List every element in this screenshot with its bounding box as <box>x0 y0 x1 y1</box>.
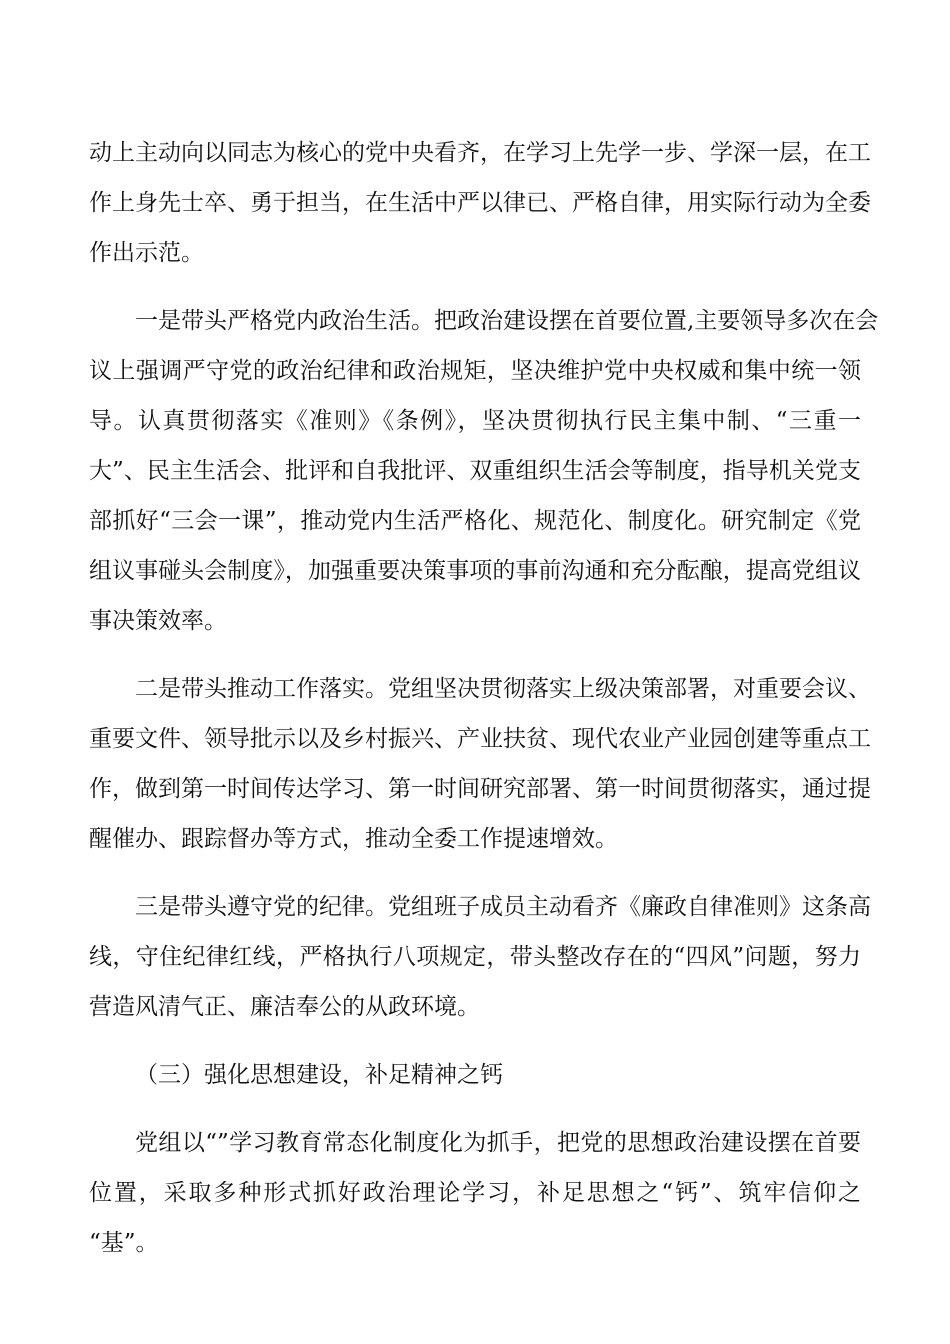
text-line: 三是带头遵守党的纪律。党组班子成员主动看齐《廉政自律准则》这条高 <box>135 894 871 920</box>
paragraph-continuation <box>89 128 871 278</box>
section-heading <box>89 1050 861 1100</box>
text-line: 党组以“”学习教育常态化制度化为抓手，把党的思想政治建设摆在首要 <box>135 1130 861 1156</box>
document-page <box>89 128 879 1268</box>
text-line: 作出示范。 <box>89 240 204 266</box>
text-line: 位置，采取多种形式抓好政治理论学习，补足思想之“钙”、筑牢信仰之 <box>89 1180 861 1206</box>
text-line: 作，做到第一时间传达学习、第一时间研究部署、第一时间贯彻落实，通过提 <box>89 776 871 802</box>
text-line: 事决策效率。 <box>89 608 227 634</box>
paragraph-discipline <box>89 882 871 1032</box>
text-line: “基”。 <box>89 1230 159 1256</box>
text-line: 营造风清气正、廉洁奉公的从政环境。 <box>89 994 480 1020</box>
text-line: 一是带头严格党内政治生活。把政治建设摆在首要位置,主要领导多次在会 <box>135 308 879 334</box>
text-line: 线，守住纪律红线，严格执行八项规定，带头整改存在的“四风”问题，努力 <box>89 944 861 970</box>
text-line: 重要文件、领导批示以及乡村振兴、产业扶贫、现代农业产业园创建等重点工 <box>89 726 871 752</box>
text-line: 作上身先士卒、勇于担当，在生活中严以律已、严格自律，用实际行动为全委 <box>89 190 871 216</box>
text-line: 议上强调严守党的政治纪律和政治规矩，坚决维护党中央权威和集中统一领 <box>89 358 861 384</box>
paragraph-work-implementation <box>89 664 871 864</box>
text-line: 大”、民主生活会、批评和自我批评、双重组织生活会等制度，指导机关党支 <box>89 458 861 484</box>
paragraph-ideological-building <box>89 1118 861 1268</box>
text-line: 导。认真贯彻落实《准则》《条例》，坚决贯彻执行民主集中制、“三重一 <box>89 408 861 434</box>
text-line: 部抓好“三会一课”，推动党内生活严格化、规范化、制度化。研究制定《党 <box>89 508 861 534</box>
text-line: 醒催办、跟踪督办等方式，推动全委工作提速增效。 <box>89 826 618 852</box>
paragraph-political-life <box>89 296 879 646</box>
text-line: 组议事碰头会制度》，加强重要决策事项的事前沟通和充分酝酿，提高党组议 <box>89 558 861 584</box>
heading-line: （三）强化思想建设，补足精神之钙 <box>135 1062 503 1088</box>
text-line: 动上主动向以同志为核心的党中央看齐，在学习上先学一步、学深一层，在工 <box>89 140 871 166</box>
text-line: 二是带头推动工作落实。党组坚决贯彻落实上级决策部署，对重要会议、 <box>135 676 871 702</box>
